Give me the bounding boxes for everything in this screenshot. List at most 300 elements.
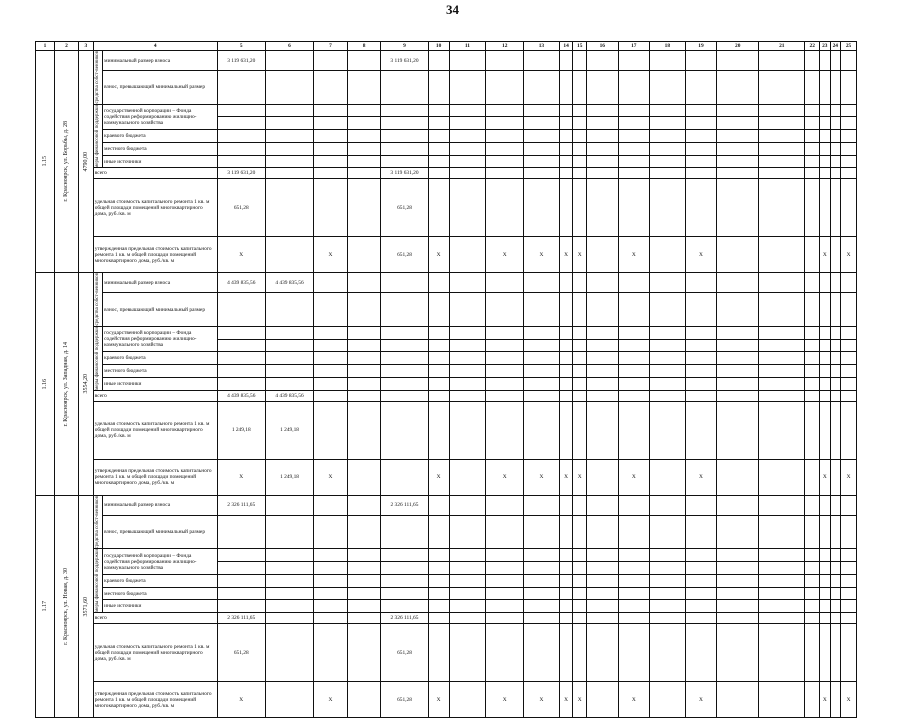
empty-cell — [314, 401, 348, 459]
empty-cell — [685, 600, 716, 613]
empty-cell — [650, 562, 686, 575]
empty-cell — [759, 365, 805, 378]
max-cost-label-text: утвержденная предельная стоимость капитального ремонта 1 кв. м общей площади помещений многоквартирного дома, руб./кв. м — [94, 468, 212, 487]
empty-cell — [830, 71, 840, 104]
empty-cell — [830, 273, 840, 293]
regional-budget-label — [103, 130, 217, 143]
empty-cell — [650, 237, 686, 273]
empty-cell — [759, 352, 805, 365]
empty-cell — [347, 613, 381, 624]
column-number: 21 — [759, 42, 805, 51]
value-col-6 — [265, 168, 313, 179]
empty-cell — [841, 117, 857, 130]
max-cost-col-9 — [381, 237, 428, 273]
empty-cell — [717, 352, 759, 365]
x-mark — [820, 682, 830, 718]
empty-cell — [830, 682, 840, 718]
empty-cell — [830, 378, 840, 391]
empty-cell — [820, 624, 830, 682]
max-cost-label — [93, 237, 217, 273]
value-col-6 — [265, 51, 313, 71]
empty-cell — [486, 326, 524, 339]
empty-cell — [449, 549, 486, 562]
empty-cell — [486, 624, 524, 682]
x-mark — [559, 459, 573, 495]
empty-cell — [587, 624, 618, 682]
empty-cell — [820, 168, 830, 179]
value-col-6 — [265, 390, 313, 401]
unit-cost-label — [93, 624, 217, 682]
empty-cell — [830, 130, 840, 143]
empty-cell — [573, 352, 587, 365]
unit-cost-col-5 — [217, 179, 265, 237]
empty-cell — [717, 365, 759, 378]
x-mark — [524, 682, 560, 718]
column-number: 19 — [685, 42, 716, 51]
empty-cell — [573, 365, 587, 378]
empty-cell — [717, 574, 759, 587]
empty-cell — [820, 130, 830, 143]
excess-fee-label-text: взнос, превышающий минимальный размер — [104, 529, 206, 536]
empty-cell — [265, 515, 313, 548]
empty-cell — [820, 352, 830, 365]
empty-cell — [805, 168, 820, 179]
empty-cell — [650, 117, 686, 130]
empty-cell — [618, 293, 649, 326]
empty-cell — [428, 515, 449, 548]
empty-cell — [314, 549, 348, 562]
empty-cell — [265, 549, 313, 562]
empty-cell — [805, 549, 820, 562]
empty-cell — [559, 495, 573, 515]
empty-cell — [265, 352, 313, 365]
empty-cell — [347, 459, 381, 495]
empty-cell — [265, 587, 313, 600]
empty-cell — [381, 142, 428, 155]
empty-cell — [820, 339, 830, 352]
x-mark-text: Х — [822, 696, 827, 703]
total-label — [93, 390, 217, 401]
empty-cell — [685, 168, 716, 179]
empty-cell — [314, 168, 348, 179]
empty-cell — [650, 587, 686, 600]
empty-cell — [265, 142, 313, 155]
x-mark — [524, 459, 560, 495]
empty-cell — [573, 562, 587, 575]
empty-cell — [428, 339, 449, 352]
empty-cell — [347, 574, 381, 587]
column-number: 5 — [217, 42, 265, 51]
empty-cell — [524, 155, 560, 168]
column-number: 25 — [841, 42, 857, 51]
column-number: 20 — [717, 42, 759, 51]
empty-cell — [486, 549, 524, 562]
local-budget-label-text: местного бюджета — [104, 145, 147, 152]
x-mark-text: Х — [564, 474, 569, 481]
column-number: 6 — [265, 42, 313, 51]
max-cost-col-5-text: Х — [239, 474, 244, 481]
empty-cell — [618, 273, 649, 293]
empty-cell — [759, 142, 805, 155]
empty-cell — [685, 562, 716, 575]
x-mark — [618, 459, 649, 495]
table-row — [36, 574, 857, 587]
empty-cell — [524, 495, 560, 515]
empty-cell — [587, 459, 618, 495]
empty-cell — [805, 495, 820, 515]
empty-cell — [449, 624, 486, 682]
table-row — [36, 515, 857, 548]
empty-cell — [650, 390, 686, 401]
empty-cell — [559, 71, 573, 104]
empty-cell — [830, 600, 840, 613]
empty-cell — [717, 515, 759, 548]
empty-cell — [573, 378, 587, 391]
empty-cell — [347, 339, 381, 352]
empty-cell — [381, 587, 428, 600]
x-mark-text: Х — [846, 474, 851, 481]
empty-cell — [587, 326, 618, 339]
regional-budget-label-text: краевого бюджета — [104, 577, 146, 584]
empty-cell — [759, 179, 805, 237]
empty-cell — [265, 600, 313, 613]
empty-cell — [381, 378, 428, 391]
empty-cell — [486, 574, 524, 587]
empty-cell — [559, 574, 573, 587]
empty-cell — [449, 365, 486, 378]
empty-cell — [759, 71, 805, 104]
empty-cell — [573, 117, 587, 130]
state-corp-label-text: государственной корпорации – Фонда содействия реформированию жилищно-коммунального хозяйства — [104, 330, 197, 349]
x-mark-text: Х — [328, 251, 333, 258]
column-number: 7 — [314, 42, 348, 51]
empty-cell — [217, 71, 265, 104]
x-mark — [559, 237, 573, 273]
empty-cell — [650, 293, 686, 326]
empty-cell — [486, 562, 524, 575]
empty-cell — [559, 378, 573, 391]
house-address-text: г. Красноярск, ул. Борьбы, д. 28 — [63, 121, 70, 202]
empty-cell — [524, 562, 560, 575]
empty-cell — [217, 339, 265, 352]
support-label-text: меры финансовой поддержки — [95, 104, 101, 168]
empty-cell — [820, 117, 830, 130]
empty-cell — [486, 495, 524, 515]
empty-cell — [717, 155, 759, 168]
local-budget-label — [103, 365, 217, 378]
empty-cell — [830, 613, 840, 624]
x-mark — [820, 237, 830, 273]
empty-cell — [217, 549, 265, 562]
empty-cell — [587, 365, 618, 378]
empty-cell — [347, 142, 381, 155]
empty-cell — [685, 117, 716, 130]
x-mark — [685, 459, 716, 495]
empty-cell — [830, 168, 840, 179]
x-mark — [428, 682, 449, 718]
empty-cell — [841, 495, 857, 515]
empty-cell — [805, 390, 820, 401]
value-col-9 — [381, 390, 428, 401]
empty-cell — [830, 495, 840, 515]
empty-cell — [524, 378, 560, 391]
empty-cell — [587, 515, 618, 548]
empty-cell — [830, 549, 840, 562]
empty-cell — [618, 574, 649, 587]
empty-cell — [805, 624, 820, 682]
empty-cell — [717, 549, 759, 562]
empty-cell — [618, 495, 649, 515]
empty-cell — [428, 179, 449, 237]
column-number: 8 — [347, 42, 381, 51]
empty-cell — [841, 515, 857, 548]
unit-cost-col-6 — [265, 401, 313, 459]
empty-cell — [587, 155, 618, 168]
empty-cell — [805, 142, 820, 155]
empty-cell — [685, 51, 716, 71]
empty-cell — [820, 600, 830, 613]
empty-cell — [820, 401, 830, 459]
empty-cell — [587, 142, 618, 155]
column-number: 3 — [79, 42, 94, 51]
empty-cell — [265, 365, 313, 378]
empty-cell — [524, 624, 560, 682]
empty-cell — [587, 390, 618, 401]
empty-cell — [428, 51, 449, 71]
empty-cell — [559, 562, 573, 575]
empty-cell — [759, 574, 805, 587]
house-address — [54, 51, 78, 273]
empty-cell — [841, 179, 857, 237]
column-number: 2 — [54, 42, 78, 51]
empty-cell — [347, 515, 381, 548]
empty-cell — [524, 401, 560, 459]
empty-cell — [587, 495, 618, 515]
empty-cell — [573, 273, 587, 293]
empty-cell — [717, 51, 759, 71]
empty-cell — [805, 293, 820, 326]
empty-cell — [486, 168, 524, 179]
empty-cell — [830, 339, 840, 352]
empty-cell — [428, 549, 449, 562]
empty-cell — [265, 574, 313, 587]
x-mark-text: Х — [577, 474, 582, 481]
empty-cell — [650, 682, 686, 718]
empty-cell — [559, 390, 573, 401]
column-number: 11 — [449, 42, 486, 51]
excess-fee-label — [103, 293, 217, 326]
empty-cell — [314, 339, 348, 352]
empty-cell — [347, 326, 381, 339]
empty-cell — [265, 130, 313, 143]
empty-cell — [618, 155, 649, 168]
column-number: 14 — [559, 42, 573, 51]
max-cost-col-5 — [217, 682, 265, 718]
empty-cell — [587, 273, 618, 293]
empty-cell — [524, 142, 560, 155]
x-mark-text: Х — [539, 696, 544, 703]
empty-cell — [685, 104, 716, 117]
empty-cell — [559, 168, 573, 179]
empty-cell — [449, 600, 486, 613]
empty-cell — [618, 587, 649, 600]
empty-cell — [830, 365, 840, 378]
empty-cell — [650, 104, 686, 117]
column-number: 9 — [381, 42, 428, 51]
empty-cell — [486, 401, 524, 459]
house-number-text: 1.15 — [41, 156, 48, 167]
table-row — [36, 273, 857, 293]
empty-cell — [381, 600, 428, 613]
support-label — [93, 104, 102, 168]
empty-cell — [347, 293, 381, 326]
min-fee-label — [103, 273, 217, 293]
empty-cell — [486, 339, 524, 352]
empty-cell — [685, 365, 716, 378]
empty-cell — [820, 495, 830, 515]
empty-cell — [449, 51, 486, 71]
table-row — [36, 293, 857, 326]
empty-cell — [618, 339, 649, 352]
empty-cell — [805, 587, 820, 600]
empty-cell — [449, 390, 486, 401]
page-number: 34 — [446, 2, 459, 17]
empty-cell — [618, 352, 649, 365]
max-cost-col-5 — [217, 459, 265, 495]
excess-fee-label — [103, 515, 217, 548]
empty-cell — [759, 339, 805, 352]
empty-cell — [486, 155, 524, 168]
empty-cell — [524, 549, 560, 562]
empty-cell — [347, 562, 381, 575]
value-col-5 — [217, 390, 265, 401]
empty-cell — [820, 104, 830, 117]
empty-cell — [618, 104, 649, 117]
excess-fee-label — [103, 71, 217, 104]
empty-cell — [486, 515, 524, 548]
unit-cost-label-text: удельная стоимость капитального ремонта 1 кв. м общей площади помещений многоквартирного дома, руб./кв. м — [94, 421, 210, 440]
empty-cell — [650, 401, 686, 459]
own-funds-label-text: средства собст-венников — [95, 273, 101, 326]
empty-cell — [217, 515, 265, 548]
unit-cost-col-9 — [381, 179, 428, 237]
empty-cell — [428, 155, 449, 168]
empty-cell — [347, 104, 381, 117]
empty-cell — [618, 613, 649, 624]
empty-cell — [573, 549, 587, 562]
empty-cell — [217, 365, 265, 378]
column-number: 1 — [36, 42, 55, 51]
empty-cell — [314, 624, 348, 682]
empty-cell — [524, 339, 560, 352]
empty-cell — [428, 587, 449, 600]
empty-cell — [449, 574, 486, 587]
table-row — [36, 352, 857, 365]
empty-cell — [559, 142, 573, 155]
empty-cell — [685, 179, 716, 237]
empty-cell — [449, 168, 486, 179]
empty-cell — [587, 71, 618, 104]
total-label-text: всего — [94, 170, 107, 177]
empty-cell — [759, 600, 805, 613]
empty-cell — [820, 293, 830, 326]
empty-cell — [428, 624, 449, 682]
empty-cell — [314, 51, 348, 71]
empty-cell — [347, 51, 381, 71]
empty-cell — [717, 600, 759, 613]
empty-cell — [486, 104, 524, 117]
max-cost-label — [93, 682, 217, 718]
empty-cell — [685, 401, 716, 459]
empty-cell — [759, 624, 805, 682]
empty-cell — [347, 495, 381, 515]
empty-cell — [217, 326, 265, 339]
empty-cell — [830, 624, 840, 682]
empty-cell — [759, 293, 805, 326]
value-col-9 — [381, 273, 428, 293]
min-fee-label — [103, 51, 217, 71]
house-number — [36, 273, 55, 495]
x-mark-text: Х — [699, 474, 703, 481]
empty-cell — [265, 293, 313, 326]
table-row — [36, 51, 857, 71]
empty-cell — [587, 293, 618, 326]
max-cost-col-5-text: Х — [239, 696, 244, 703]
house-area-text: 4790,00 — [82, 151, 89, 172]
value-col-6 — [265, 273, 313, 293]
empty-cell — [314, 574, 348, 587]
empty-cell — [449, 401, 486, 459]
empty-cell — [265, 326, 313, 339]
empty-cell — [618, 71, 649, 104]
x-mark-text: Х — [328, 474, 333, 481]
empty-cell — [717, 682, 759, 718]
capital-repair-table — [35, 41, 857, 718]
empty-cell — [759, 168, 805, 179]
empty-cell — [685, 390, 716, 401]
empty-cell — [759, 401, 805, 459]
max-cost-label-text: утвержденная предельная стоимость капитального ремонта 1 кв. м общей площади помещений многоквартирного дома, руб./кв. м — [94, 690, 212, 709]
empty-cell — [449, 237, 486, 273]
empty-cell — [805, 378, 820, 391]
empty-cell — [217, 155, 265, 168]
empty-cell — [618, 179, 649, 237]
empty-cell — [650, 71, 686, 104]
empty-cell — [820, 390, 830, 401]
regional-budget-label — [103, 352, 217, 365]
empty-cell — [805, 339, 820, 352]
value-col-6-text: 4 439 835,56 — [275, 392, 304, 399]
empty-cell — [685, 378, 716, 391]
empty-cell — [381, 339, 428, 352]
empty-cell — [805, 459, 820, 495]
x-mark — [685, 237, 716, 273]
empty-cell — [265, 562, 313, 575]
empty-cell — [820, 574, 830, 587]
table-row — [36, 142, 857, 155]
x-mark-text: Х — [564, 251, 569, 258]
unit-cost-label-text: удельная стоимость капитального ремонта 1 кв. м общей площади помещений многоквартирного дома, руб./кв. м — [94, 198, 210, 217]
unit-cost-label — [93, 401, 217, 459]
own-funds-label-text: средства собст-венников — [95, 495, 101, 549]
empty-cell — [381, 326, 428, 339]
empty-cell — [449, 71, 486, 104]
column-number: 16 — [587, 42, 618, 51]
empty-cell — [559, 155, 573, 168]
column-number: 17 — [618, 42, 649, 51]
empty-cell — [486, 600, 524, 613]
value-col-9 — [381, 495, 428, 515]
